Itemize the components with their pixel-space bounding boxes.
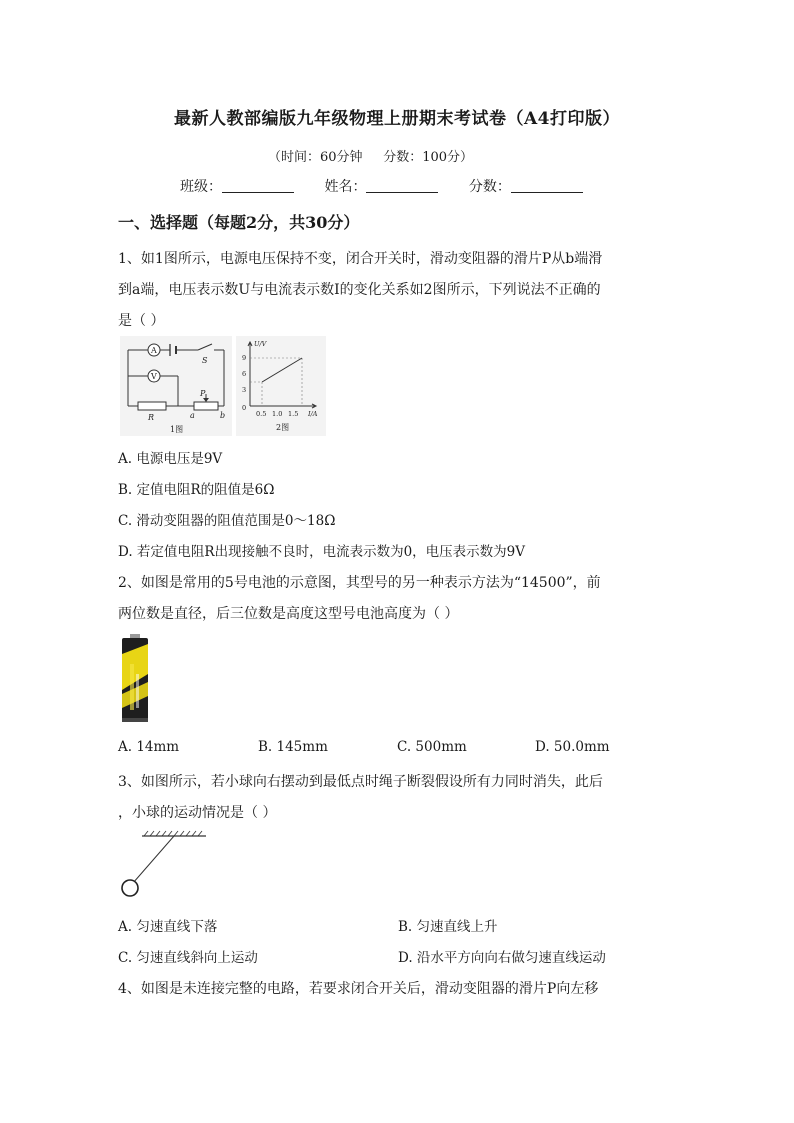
q2-line-1: 2、如图是常用的5号电池的示意图，其型号的另一种表示方法为“14500”，前: [118, 575, 601, 591]
y-tick: 9: [242, 354, 247, 362]
q1-line-3: 是（ ）: [118, 313, 165, 329]
section-heading: 一、选择题（每题2分，共30分）: [118, 213, 360, 232]
q2-option-b[interactable]: B. 145mm: [258, 739, 328, 755]
x-tick: 0.5: [256, 410, 267, 418]
node-b-label: b: [220, 411, 226, 420]
score-label: 分数：: [468, 179, 511, 195]
q2-option-a[interactable]: A. 14mm: [118, 739, 180, 755]
q1-option-a[interactable]: A. 电源电压是9V: [118, 451, 223, 467]
q3-option-d[interactable]: D. 沿水平方向向右做匀速直线运动: [398, 950, 606, 966]
ball-icon: [122, 880, 138, 896]
class-blank: [222, 178, 294, 193]
string-line: [133, 836, 174, 883]
resistor-icon: [138, 402, 166, 410]
y-tick: 0: [242, 404, 247, 412]
q2-option-d[interactable]: D. 50.0mm: [535, 739, 610, 755]
node-a-label: a: [190, 411, 195, 420]
x-axis-label: I/A: [308, 410, 318, 418]
circuit-figure-1: [120, 336, 232, 436]
class-label: 班级：: [180, 179, 222, 195]
voltmeter-label: V: [151, 372, 157, 381]
name-blank: [366, 178, 438, 193]
x-tick: 1.5: [288, 410, 299, 418]
q1-option-b[interactable]: B. 定值电阻R的阻值是6Ω: [118, 482, 275, 498]
x-tick: 1.0: [272, 410, 283, 418]
switch-label: S: [202, 356, 208, 365]
q3-option-b[interactable]: B. 匀速直线上升: [398, 919, 498, 935]
q4-line-1: 4、如图是未连接完整的电路，若要求闭合开关后，滑动变阻器的滑片P向左移: [118, 981, 599, 997]
ceiling-hatch: [144, 831, 202, 836]
q3-line-2: ，小球的运动情况是（ ）: [118, 805, 277, 821]
q2-line-2: 两位数是直径，后三位数是高度这型号电池高度为（ ）: [118, 606, 459, 622]
q1-option-d[interactable]: D. 若定值电阻R出现接触不良时，电流表示数为0，电压表示数为9V: [118, 544, 526, 560]
ui-graph-figure-2: [236, 336, 326, 436]
battery-photo: [118, 634, 152, 724]
slider-label: P: [200, 389, 206, 398]
q3-line-1: 3、如图所示，若小球向右摆动到最低点时绳子断裂假设所有力同时消失，此后: [118, 774, 603, 790]
q3-option-c[interactable]: C. 匀速直线斜向上运动: [118, 950, 258, 966]
student-info-row: [180, 176, 609, 196]
name-label: 姓名：: [324, 179, 367, 195]
y-tick: 6: [242, 370, 247, 378]
q2-option-c[interactable]: C. 500mm: [397, 739, 467, 755]
rheostat-icon: [194, 402, 218, 410]
y-tick: 3: [242, 386, 247, 394]
page-title: 最新人教部编版九年级物理上册期末考试卷（A4打印版）: [173, 109, 621, 129]
fig1-caption: 1图: [170, 425, 184, 434]
exam-subtitle: （时间：60分钟 分数：100分）: [268, 150, 474, 165]
q3-option-a[interactable]: A. 匀速直线下落: [118, 919, 218, 935]
q1-option-c[interactable]: C. 滑动变阻器的阻值范围是0～18Ω: [118, 513, 336, 529]
q1-line-1: 1、如1图所示，电源电压保持不变，闭合开关时，滑动变阻器的滑片P从b端滑: [118, 251, 603, 267]
y-axis-label: U/V: [254, 340, 267, 348]
pendulum-figure: [116, 828, 212, 900]
q1-line-2: 到a端，电压表示数U与电流表示数I的变化关系如2图所示，下列说法不正确的: [118, 282, 601, 298]
resistor-label: R: [148, 413, 155, 422]
fig2-caption: 2图: [276, 423, 290, 432]
ammeter-label: A: [151, 346, 157, 355]
score-blank: [511, 178, 583, 193]
